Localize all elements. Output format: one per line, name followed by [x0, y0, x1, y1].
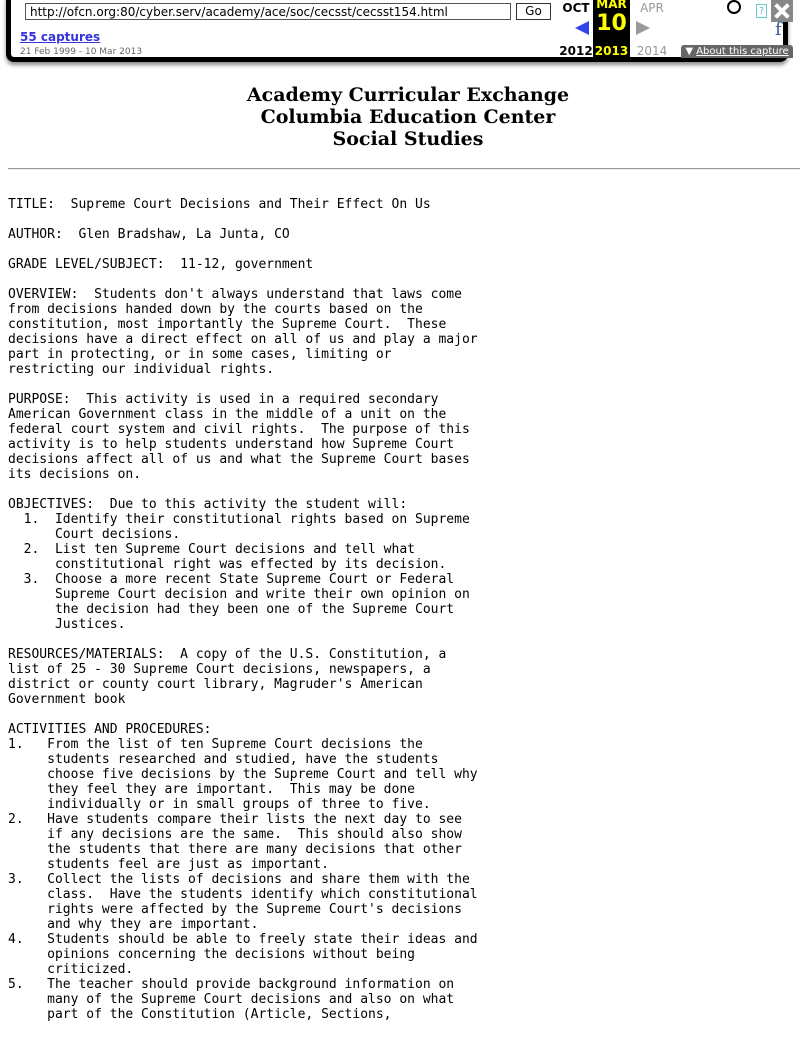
- horizontal-divider: [8, 168, 800, 170]
- text-line: list of 25 - 30 Supreme Court decisions, newspapers, a: [8, 662, 431, 677]
- next-capture-arrow-icon[interactable]: [636, 21, 650, 35]
- next-month: APR: [640, 1, 664, 15]
- text-line: 2. Have students compare their lists the next day to see: [8, 812, 462, 827]
- text-line: the students that there are many decisions that other: [8, 842, 462, 857]
- calendar-next-capture[interactable]: [631, 0, 673, 58]
- text-line: rights were affected by the Supreme Court's decisions: [8, 902, 462, 917]
- text-line: the decision had they been one of the Supreme Court: [8, 602, 455, 617]
- text-line: 1. Identify their constitutional rights based on Supreme: [8, 512, 470, 527]
- wayback-toolbar: [6, 0, 788, 62]
- section-author: [8, 227, 478, 242]
- current-year: 2013: [594, 44, 629, 58]
- text-line: decisions have a direct effect on all of us and play a major: [8, 332, 478, 347]
- text-line: individually or in small groups of three to five.: [8, 797, 431, 812]
- text-line: OVERVIEW: Students don't always understand that laws come: [8, 287, 462, 302]
- text-line: restricting our individual rights.: [8, 362, 275, 377]
- header-line-academy: Academy Curricular Exchange: [246, 84, 570, 106]
- facebook-icon[interactable]: f: [775, 19, 782, 40]
- text-line: criticized.: [8, 962, 134, 977]
- text-line: 5. The teacher should provide background information on: [8, 977, 455, 992]
- text-line: district or county court library, Magruder's American: [8, 677, 423, 692]
- text-line: students researched and studied, have the students: [8, 752, 439, 767]
- text-line: 1. From the list of ten Supreme Court decisions the: [8, 737, 423, 752]
- section-overview: [8, 287, 478, 377]
- go-button[interactable]: Go: [516, 3, 551, 20]
- text-line: and why they are important.: [8, 917, 259, 932]
- lesson-plan-body: [8, 197, 478, 1037]
- text-line: 3. Choose a more recent State Supreme Court or Federal: [8, 572, 455, 587]
- text-line: many of the Supreme Court decisions and also on what: [8, 992, 455, 1007]
- next-year: 2014: [636, 44, 668, 58]
- text-line: class. Have the students identify which constitutional: [8, 887, 478, 902]
- section-objectives: [8, 497, 478, 632]
- text-line: activity is to help students understand how Supreme Court: [8, 437, 455, 452]
- loading-circle-icon: [727, 0, 741, 14]
- text-line: they feel they are important. This may be done: [8, 782, 415, 797]
- current-month: MAR: [596, 0, 627, 11]
- text-line: its decisions on.: [8, 467, 142, 482]
- calendar-prev-capture[interactable]: [555, 0, 597, 58]
- section-resources: [8, 647, 478, 707]
- section-activities: [8, 722, 478, 1022]
- text-line: if any decisions are the same. This should also show: [8, 827, 462, 842]
- text-line: students feel are just as important.: [8, 857, 329, 872]
- current-day: 10: [596, 11, 627, 36]
- text-line: federal court system and civil rights. The purpose of this: [8, 422, 470, 437]
- text-line: AUTHOR: Glen Bradshaw, La Junta, CO: [8, 227, 290, 242]
- text-line: TITLE: Supreme Court Decisions and Their Effect On Us: [8, 197, 431, 212]
- url-input[interactable]: [25, 3, 511, 20]
- section-grade-level: [8, 257, 478, 272]
- text-line: opinions concerning the decisions without being: [8, 947, 415, 962]
- text-line: American Government class in the middle of a unit on the: [8, 407, 447, 422]
- text-line: Justices.: [8, 617, 126, 632]
- section-purpose: [8, 392, 478, 482]
- text-line: part of the Constitution (Article, Sections,: [8, 1007, 392, 1022]
- section-title: [8, 197, 478, 212]
- document-header: [0, 84, 800, 150]
- about-capture-button[interactable]: [681, 45, 793, 58]
- calendar-current-capture: [593, 0, 630, 58]
- prev-capture-arrow-icon[interactable]: [575, 21, 589, 35]
- text-line: Supreme Court decision and write their own opinion on: [8, 587, 470, 602]
- text-line: ACTIVITIES AND PROCEDURES:: [8, 722, 212, 737]
- capture-date-range: 21 Feb 1999 - 10 Mar 2013: [20, 47, 143, 57]
- text-line: decisions affect all of us and what the Supreme Court bases: [8, 452, 470, 467]
- text-line: RESOURCES/MATERIALS: A copy of the U.S. Constitution, a: [8, 647, 447, 662]
- text-line: choose five decisions by the Supreme Court and tell why: [8, 767, 478, 782]
- header-line-center: Columbia Education Center: [260, 106, 556, 128]
- text-line: PURPOSE: This activity is used in a required secondary: [8, 392, 439, 407]
- text-line: from decisions handed down by the courts based on the: [8, 302, 423, 317]
- text-line: Government book: [8, 692, 126, 707]
- about-capture-label: About this capture: [696, 46, 789, 57]
- triangle-down-icon: ▼: [685, 46, 694, 57]
- prev-year: 2012: [559, 44, 593, 58]
- text-line: 2. List ten Supreme Court decisions and tell what: [8, 542, 415, 557]
- text-line: constitutional right was effected by its decision.: [8, 557, 447, 572]
- text-line: OBJECTIVES: Due to this activity the student will:: [8, 497, 408, 512]
- text-line: GRADE LEVEL/SUBJECT: 11-12, government: [8, 257, 314, 272]
- prev-month: OCT: [562, 1, 590, 15]
- header-line-subject: Social Studies: [332, 128, 484, 150]
- text-line: Court decisions.: [8, 527, 181, 542]
- captures-link[interactable]: 55 captures: [20, 30, 101, 44]
- text-line: part in protecting, or in some cases, limiting or: [8, 347, 392, 362]
- text-line: constitution, most importantly the Supreme Court. These: [8, 317, 447, 332]
- text-line: 4. Students should be able to freely state their ideas and: [8, 932, 478, 947]
- text-line: 3. Collect the lists of decisions and share them with the: [8, 872, 470, 887]
- help-icon[interactable]: ?: [756, 4, 767, 18]
